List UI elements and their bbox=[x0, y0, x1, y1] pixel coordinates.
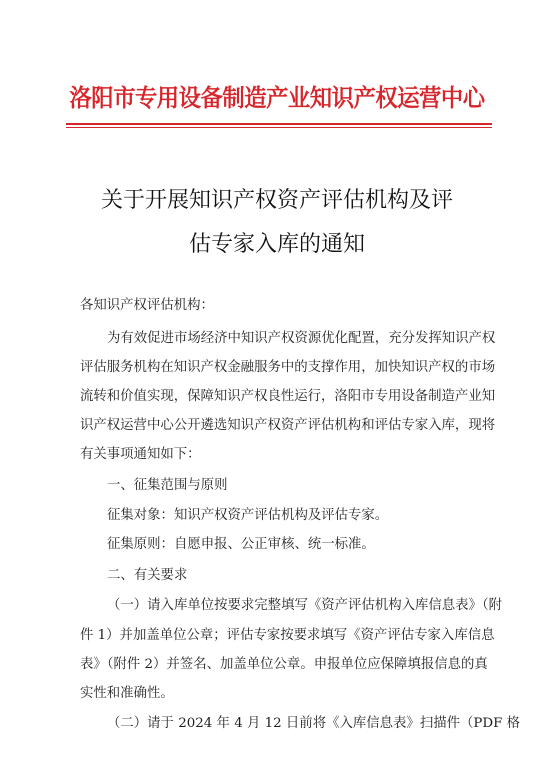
section-2-item-1-line-2: 件 1）并加盖单位公章；评估专家按要求填写《资产评估专家入库信息 bbox=[80, 628, 495, 643]
section-2-item-1-line-3: 表》（附件 2）并签名、加盖单位公章。申报单位应保障填报信息的真 bbox=[80, 657, 488, 672]
section-1-heading: 一、征集范围与原则 bbox=[107, 478, 228, 493]
section-2-heading: 二、有关要求 bbox=[107, 568, 188, 583]
intro-line-5: 有关事项通知如下： bbox=[80, 447, 201, 462]
intro-line-2: 评估服务机构在知识产权金融服务中的支撑作用，加快知识产权的市场 bbox=[80, 360, 496, 375]
org-letterhead: 洛阳市专用设备制造产业知识产权运营中心 bbox=[69, 84, 485, 112]
intro-line-1: 为有效促进市场经济中知识产权资源优化配置，充分发挥知识产权 bbox=[107, 331, 496, 346]
section-2-item-1-line-4: 实性和准确性。 bbox=[80, 686, 174, 701]
intro-line-4: 识产权运营中心公开遴选知识产权资产评估机构和评估专家入库，现将 bbox=[80, 418, 496, 433]
letterhead-rule-thin bbox=[66, 127, 492, 128]
section-1-scope: 征集对象：知识产权资产评估机构及评估专家。 bbox=[107, 508, 389, 523]
section-2-item-2-line-1: （二）请于 2024 年 4 月 12 日前将《入库信息表》扫描件（PDF 格 bbox=[107, 716, 521, 731]
salutation: 各知识产权评估机构： bbox=[80, 298, 214, 313]
letterhead-rule-thick bbox=[66, 123, 492, 125]
document-title-line-2: 估专家入库的通知 bbox=[188, 232, 365, 257]
section-1-principle: 征集原则：自愿申报、公正审核、统一标准。 bbox=[107, 537, 375, 552]
document-title-line-1: 关于开展知识产权资产评估机构及评 bbox=[100, 188, 453, 213]
intro-line-3: 流转和价值实现，保障知识产权良性运行，洛阳市专用设备制造产业知 bbox=[80, 389, 496, 404]
section-2-item-1-line-1: （一）请入库单位按要求完整填写《资产评估机构入库信息表》（附 bbox=[107, 598, 503, 613]
